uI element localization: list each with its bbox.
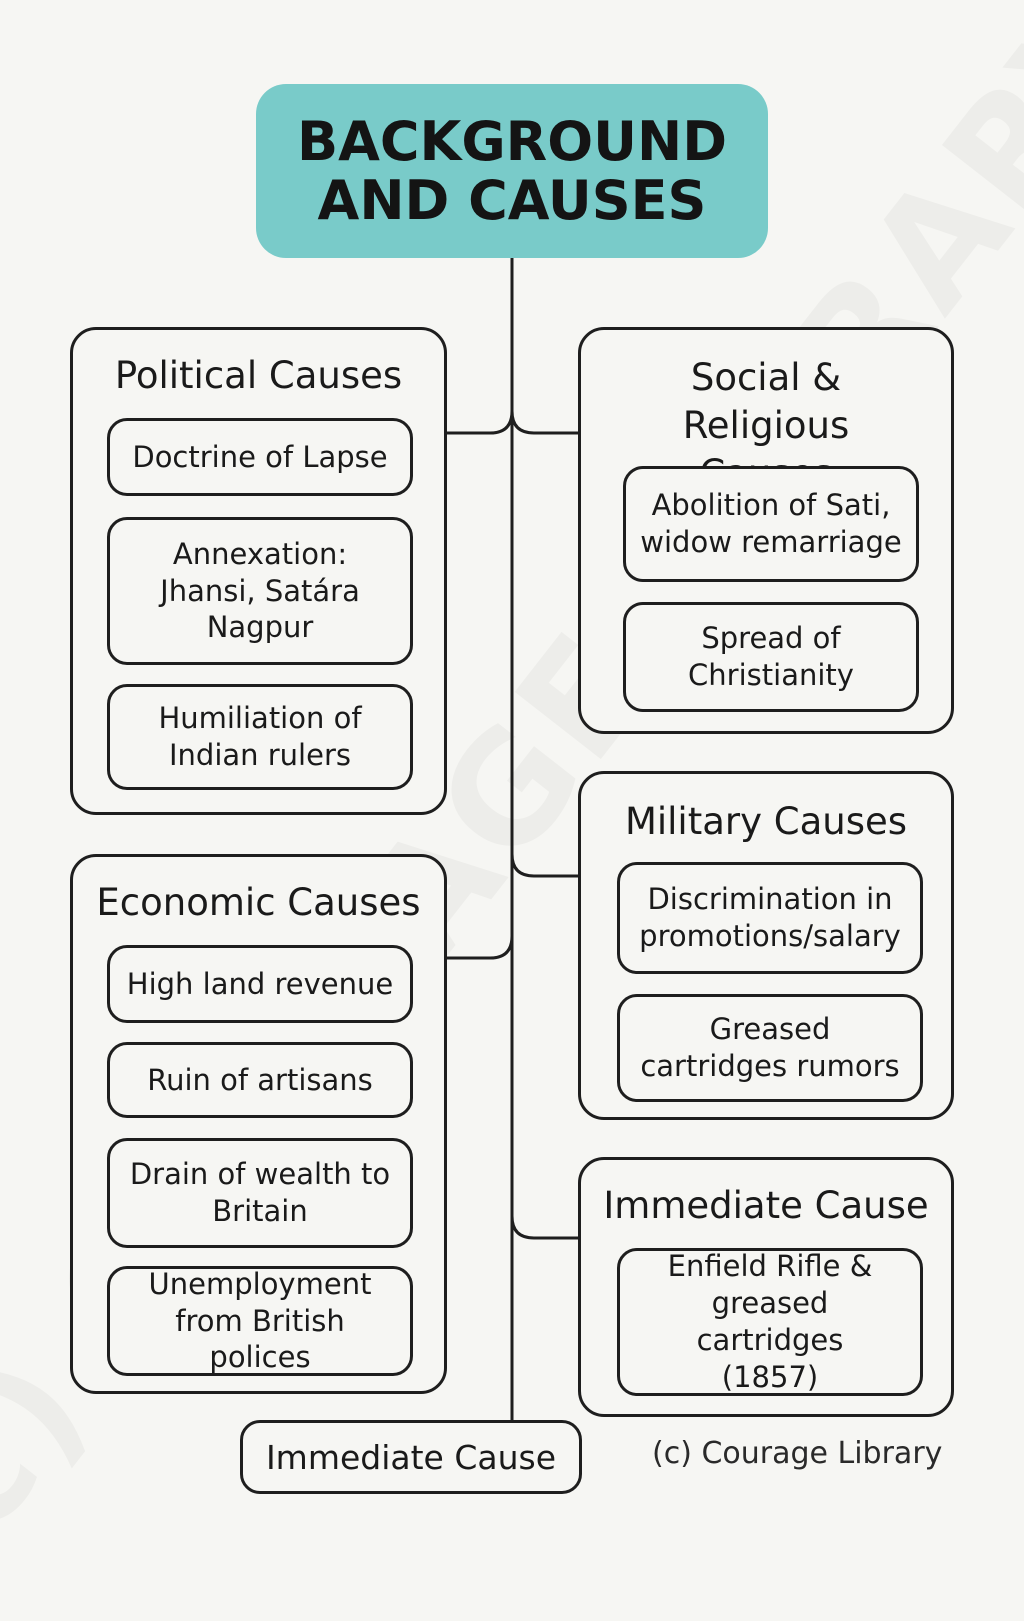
social-item-spread-of-christianity: Spread of Christianity [623,602,919,712]
branch-political [447,411,512,433]
immediate-item-enfield-rifle: Enfield Rifle & greased cartridges (1857) [617,1248,923,1396]
economic-causes-title: Economic Causes [96,881,421,924]
military-item-greased-cartridges: Greased cartridges rumors [617,994,923,1102]
branch-social [512,411,578,433]
branch-economic [447,936,512,958]
main-title: BACKGROUND AND CAUSES [256,84,768,258]
branch-immediate [512,1216,578,1238]
military-item-discrimination: Discrimination in promotions/salary [617,862,923,974]
military-causes-group [578,771,954,1120]
economic-causes-group [70,854,447,1394]
immediate-cause-group [578,1157,954,1417]
military-causes-title: Military Causes [624,800,908,843]
political-causes-title: Political Causes [114,354,403,397]
social-religious-causes-title: Social & Religious [682,356,850,448]
political-item-annexation: Annexation: Jhansi, Satára Nagpur [107,517,413,665]
credit-text: (c) Courage Library [652,1436,943,1471]
economic-item-unemployment: Unemployment from British polices [107,1266,413,1376]
bottom-immediate-cause-node: Immediate Cause [240,1420,582,1494]
social-item-abolition-of-sati: Abolition of Sati, widow remarriage [623,466,919,582]
political-item-doctrine-of-lapse: Doctrine of Lapse [107,418,413,496]
political-item-humiliation: Humiliation of Indian rulers [107,684,413,790]
economic-item-land-revenue: High land revenue [107,945,413,1023]
immediate-cause-title: Immediate Cause [603,1184,929,1227]
political-causes-group [70,327,447,815]
economic-item-ruin-of-artisans: Ruin of artisans [107,1042,413,1118]
economic-item-drain-of-wealth: Drain of wealth to Britain [107,1138,413,1248]
social-religious-causes-group [578,327,954,734]
branch-military [512,854,578,876]
